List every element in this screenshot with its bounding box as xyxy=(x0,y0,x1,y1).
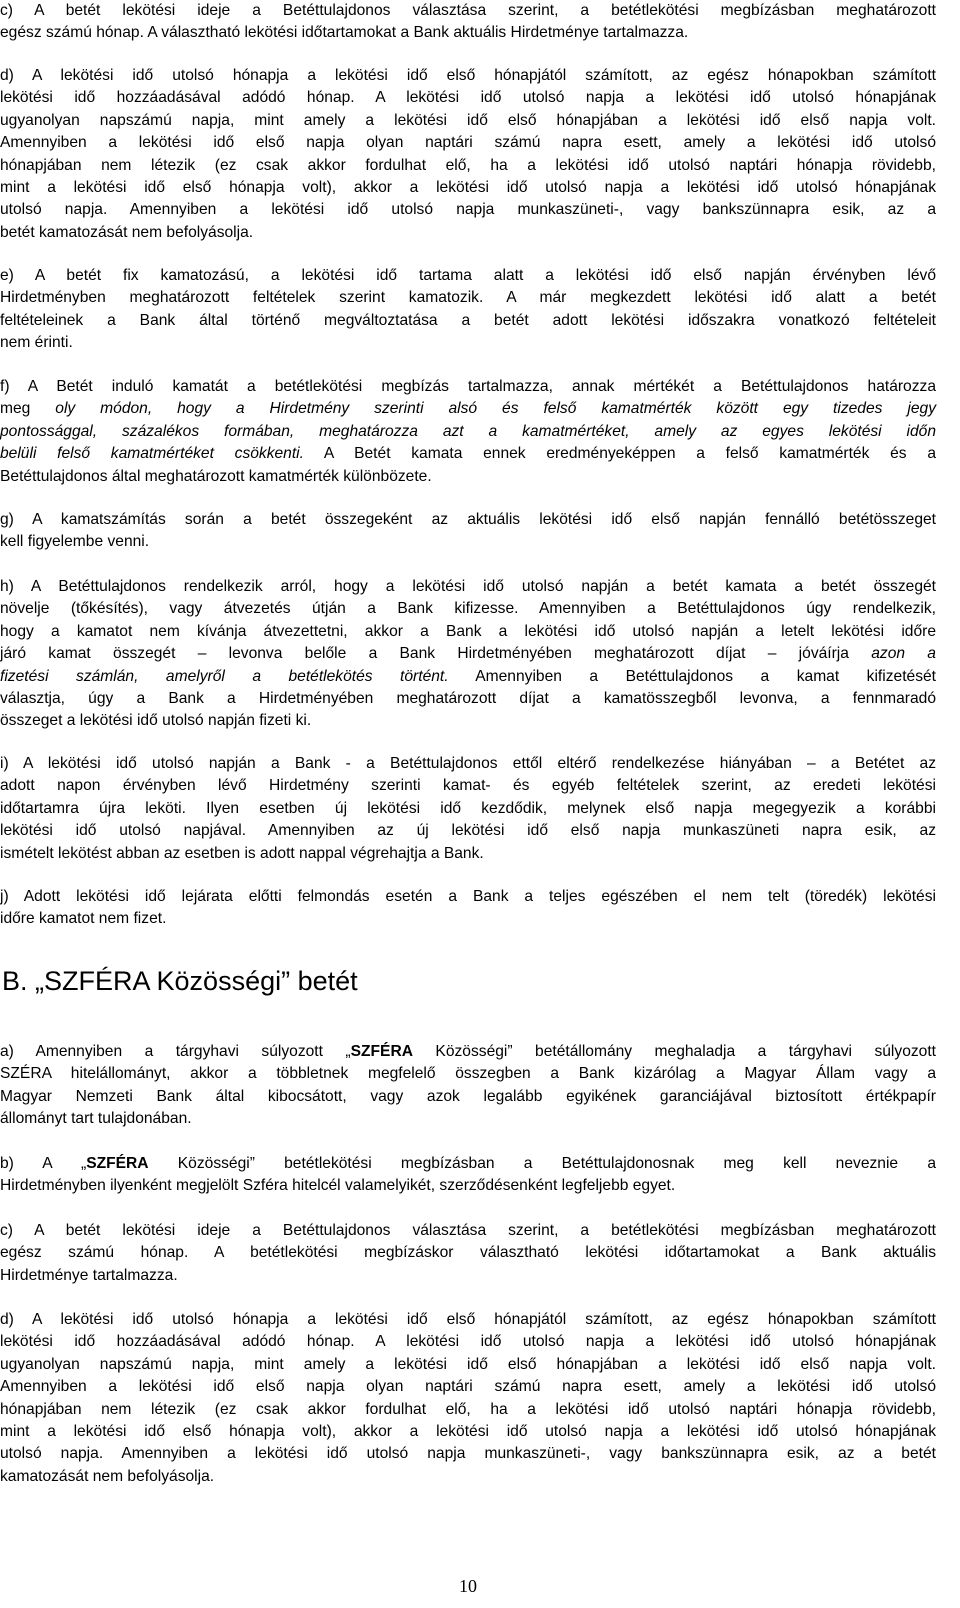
italic-segment: azon a xyxy=(871,645,936,663)
text-line: hónapjában nem létezik (ez csak akkor fordulhat elő, ha a lekötési idő utolsó naptári hónapja rövidebb, xyxy=(0,1400,936,1418)
text-line: hónapjában nem létezik (ez csak akkor fordulhat elő, ha a lekötési idő utolsó naptári hónapja rövidebb, xyxy=(0,156,936,174)
text-line: Amennyiben a lekötési idő első napja olyan naptári számú napra esett, amely a lekötési idő utolsó xyxy=(0,134,936,152)
text-line: növelje (tőkésítés), vagy átvezetés útján a Bank kifizesse. Amennyiben a Betéttulajdonos úgy rendelkezik, xyxy=(0,600,936,618)
text-line: j) Adott lekötési idő lejárata előtti felmondás esetén a Bank a teljes egészében el nem telt (töredék) lekötési xyxy=(0,888,936,905)
text-line: utolsó napja. Amennyiben a lekötési idő utolsó napja munkaszüneti-, vagy bankszünnapra esik, az a betét xyxy=(0,1445,936,1463)
text-line xyxy=(0,443,936,465)
text-line: feltételeinek a Bank által történő megváltoztatása a betét adott lekötési időszakra vonatkozó feltételeit xyxy=(0,311,936,329)
paragraph-h xyxy=(0,576,936,733)
text-segment: a) Amennyiben a tárgyhavi súlyozott „ xyxy=(0,1043,351,1060)
text-line: választja, úgy a Bank a Hirdetményében meghatározott díjat a kamatösszegből levonva, a fennmaradó xyxy=(0,689,936,707)
italic-segment: belüli felső kamatmértéket csökkenti. xyxy=(0,445,304,463)
text-line: hogy a kamatot nem kívánja átvezettetni, akkor a Bank a lekötési idő utolsó napján a letelt lekötési időre xyxy=(0,622,936,640)
paragraph-c-second xyxy=(0,1220,936,1287)
text-line: Hirdetménye tartalmazza. xyxy=(0,1266,178,1284)
text-line: egész számú hónap. A választható lekötési időtartamokat a Bank aktuális Hirdetménye tartalmazza. xyxy=(0,24,689,42)
text-line: egész számú hónap. A betétlekötési megbízáskor választható lekötési időtartamokat a Bank aktuális xyxy=(0,1244,936,1262)
text-line: időtartamra újra leköti. Ilyen esetben új lekötési idő kezdődik, melynek első napja megegyezik a korábbi xyxy=(0,799,936,817)
bold-segment: SZFÉRA xyxy=(350,1043,413,1060)
text-line: i) A lekötési idő utolsó napján a Bank - a Betéttulajdonos ettől eltérő rendelkezése hiányában – a Betétet az xyxy=(0,755,936,772)
text-line: ugyanolyan napszámú napja, mint amely a lekötési idő első hónapjában a lekötési idő első napja volt. xyxy=(0,1355,936,1373)
text-segment: A Betét kamata ennek eredményeképpen a felső kamatmérték és a xyxy=(303,445,936,463)
text-line: mint a lekötési idő első hónapja volt), akkor a lekötési idő utolsó napja a lekötési idő utolsó hónapjának xyxy=(0,1422,936,1440)
text-line: nem érinti. xyxy=(0,334,73,352)
text-line: e) A betét fix kamatozású, a lekötési idő tartama alatt a lekötési idő első napján érvényben lévő xyxy=(0,267,936,284)
paragraph-b xyxy=(0,1153,936,1198)
paragraph-j xyxy=(0,886,936,931)
text-segment: járó kamat összegét – levonva belőle a Bank Hirdetményében meghatározott díjat – jóváírja xyxy=(0,645,872,663)
text-line: állományt tart tulajdonában. xyxy=(0,1110,192,1128)
text-line: h) A Betéttulajdonos rendelkezik arról, hogy a lekötési idő utolsó napján a betét kamata a betét összegét xyxy=(0,578,936,595)
paragraph-e xyxy=(0,265,936,355)
text-line: d) A lekötési idő utolsó hónapja a lekötési idő első hónapjától számított, az egész hónapokban számított xyxy=(0,67,936,84)
paragraph-f xyxy=(0,376,936,488)
paragraph-d-first xyxy=(0,65,936,244)
text-line: lekötési idő utolsó napjával. Amennyiben az új lekötési idő első napja munkaszüneti napra esik, az xyxy=(0,822,936,840)
text-segment: meg xyxy=(0,400,56,418)
bold-segment: SZFÉRA xyxy=(86,1155,149,1172)
text-line: d) A lekötési idő utolsó hónapja a lekötési idő első hónapjától számított, az egész hónapokban számított xyxy=(0,1311,936,1328)
text-line xyxy=(0,643,936,665)
text-line: kamatozását nem befolyásolja. xyxy=(0,1467,215,1485)
text-line: Magyar Nemzeti Bank által kibocsátott, vagy azok legalább egyikének garanciájával biztosított értékpapír xyxy=(0,1087,936,1105)
text-segment: Közösségi” betétállomány meghaladja a tárgyhavi súlyozott xyxy=(412,1043,936,1060)
italic-segment: fizetési számlán, amelyről a betétlekötés történt. xyxy=(0,667,449,685)
text-line: ismételt lekötést abban az esetben is adott nappal végrehajtja a Bank. xyxy=(0,844,484,862)
text-line: összeget a lekötési idő utolsó napján fizeti ki. xyxy=(0,712,312,730)
text-segment: Közösségi” betétlekötési megbízásban a Betéttulajdonosnak meg kell neveznie a xyxy=(148,1155,936,1172)
text-line: betét kamatozását nem befolyásolja. xyxy=(0,223,254,241)
text-line: lekötési idő hozzáadásával adódó hónap. A lekötési idő utolsó napja a lekötési idő utolsó hónapjának xyxy=(0,89,936,107)
text-line: SZÉRA hitelállományt, akkor a többletnek megfelelő összegben a Bank kizárólag a Magyar Állam vagy a xyxy=(0,1065,936,1083)
text-segment: Amennyiben a Betéttulajdonos a kamat kifizetését xyxy=(448,667,937,685)
paragraph-c-first xyxy=(0,0,936,45)
text-line: Hirdetményben ilyenként megjelölt Szféra hitelcél valamelyikét, szerződésenként legfeljebb egyet. xyxy=(0,1177,676,1195)
text-line: g) A kamatszámítás során a betét összegeként az aktuális lekötési idő első napján fennálló betétösszeget xyxy=(0,511,936,528)
text-line: Hirdetményben meghatározott feltételek szerint kamatozik. A már megkezdett lekötési idő alatt a betét xyxy=(0,289,936,307)
text-line: ugyanolyan napszámú napja, mint amely a lekötési idő első hónapjában a lekötési idő első napja volt. xyxy=(0,111,936,129)
text-line xyxy=(0,1041,936,1063)
paragraph-a xyxy=(0,1041,936,1131)
text-line: kell figyelembe venni. xyxy=(0,533,150,551)
text-line: f) A Betét induló kamatát a betétlekötési megbízás tartalmazza, annak mértékét a Betéttulajdonos határozza xyxy=(0,378,936,395)
text-segment: b) A „ xyxy=(0,1155,87,1172)
text-line: c) A betét lekötési ideje a Betéttulajdonos választása szerint, a betétlekötési megbízásban meghatározott xyxy=(0,2,936,19)
text-line: c) A betét lekötési ideje a Betéttulajdonos választása szerint, a betétlekötési megbízásban meghatározott xyxy=(0,1222,936,1239)
text-line: pontossággal, százalékos formában, meghatározza azt a kamatmértéket, amely az egyes lekötési időn xyxy=(0,422,936,440)
text-line: mint a lekötési idő első hónapja volt), akkor a lekötési idő utolsó napja a lekötési idő utolsó hónapjának xyxy=(0,178,936,196)
section-heading: B. „SZFÉRA Közösségi” betét xyxy=(2,966,358,996)
text-line xyxy=(0,1153,936,1175)
text-line xyxy=(0,666,936,688)
text-line: Betéttulajdonos által meghatározott kamatmérték különbözete. xyxy=(0,467,432,485)
text-line: utolsó napja. Amennyiben a lekötési idő utolsó napja munkaszüneti-, vagy bankszünnapra esik, az a xyxy=(0,201,936,219)
italic-segment: oly módon, hogy a Hirdetmény szerinti alsó és felső kamatmérték között egy tizedes jegy xyxy=(55,400,936,418)
text-line: lekötési idő hozzáadásával adódó hónap. A lekötési idő utolsó napja a lekötési idő utolsó hónapjának xyxy=(0,1333,936,1351)
text-line: Amennyiben a lekötési idő első napja olyan naptári számú napra esett, amely a lekötési idő utolsó xyxy=(0,1378,936,1396)
paragraph-g xyxy=(0,509,936,554)
page-number: 10 xyxy=(459,1576,477,1596)
paragraph-i xyxy=(0,753,936,865)
text-line: időre kamatot nem fizet. xyxy=(0,910,167,928)
text-line: adott napon érvényben lévő Hirdetmény szerinti kamat- és egyéb feltételek szerint, az eredeti lekötési xyxy=(0,777,936,795)
paragraph-d-second xyxy=(0,1309,936,1488)
text-line xyxy=(0,398,936,420)
